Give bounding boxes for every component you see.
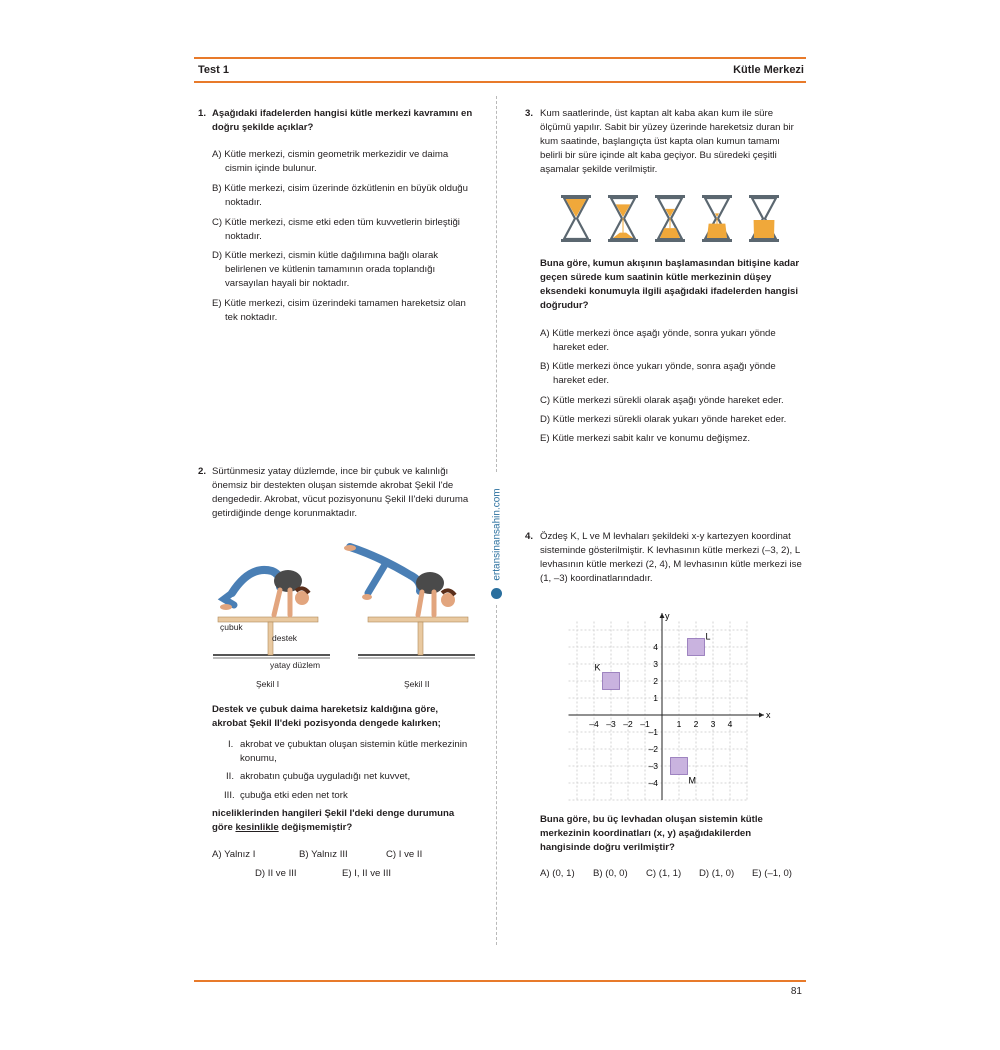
q2-option-e[interactable]: E) I, II ve III: [342, 868, 392, 879]
lower-sand: [707, 224, 727, 238]
y-tick-label: –4: [648, 778, 658, 788]
rod-label: çubuk: [220, 622, 243, 632]
column-divider-top: [496, 96, 497, 472]
q2-question-line2: [212, 821, 352, 835]
q1-number: 1.: [198, 108, 207, 119]
footer-rule: [194, 980, 806, 982]
y-axis-arrow: [660, 613, 665, 618]
q2-lead: Destek ve çubuk daima hareketsiz kaldığına göre,: [212, 704, 439, 715]
header-top-rule: [194, 57, 806, 59]
q2-item-ii-num: II.: [226, 771, 234, 782]
q2-number: 2.: [198, 466, 207, 477]
q4-option-c[interactable]: C) (1, 1): [646, 868, 682, 879]
q2-item-ii: akrobatın çubuğa uyguladığı net kuvvet,: [240, 771, 411, 782]
plate-label-L: L: [705, 631, 711, 642]
q2-question-pre: göre: [212, 822, 236, 833]
topic-title: Kütle Merkezi: [733, 64, 804, 76]
x-axis-arrow: [759, 713, 764, 718]
q2-stem-line: Sürtünmesiz yatay düzlemde, ince bir çubuk ve kalınlığı: [212, 466, 449, 477]
q1-stem-line: Aşağıdaki ifadelerden hangisi kütle merkezi kavramını en: [212, 108, 473, 119]
q2-stem-line: getirdiğinde denge korunmaktadır.: [212, 508, 358, 519]
q3-option-a[interactable]: A) Kütle merkezi önce aşağı yönde, sonra yukarı yönde: [540, 328, 776, 339]
q2-question-emphasis: kesinlikle: [235, 822, 279, 833]
q3-option-c[interactable]: C) Kütle merkezi sürekli olarak aşağı yönde hareket eder.: [540, 395, 784, 406]
hourglass-icon: [561, 195, 591, 242]
test-label: Test 1: [198, 64, 229, 76]
x-tick-label: 2: [693, 719, 699, 729]
q4-stem-line: Özdeş K, L ve M levhaları şekildeki x-y kartezyen koordinat: [540, 531, 791, 542]
x-tick-label: –4: [589, 719, 599, 729]
q4-stem-line: (1, –3) koordinatlarındadır.: [540, 573, 653, 584]
q2-stem-line: önemsiz bir destekten oluşan sistemde akrobat Şekil I'de: [212, 480, 454, 491]
q1-option-a[interactable]: A) Kütle merkezi, cismin geometrik merkezidir ve daima: [212, 149, 449, 160]
q4-option-b[interactable]: B) (0, 0): [593, 868, 628, 879]
q3-option-e[interactable]: E) Kütle merkezi sabit kalır ve konumu değişmez.: [540, 433, 751, 444]
coordinate-graph: [560, 600, 780, 805]
q1-option-e-cont: tek noktadır.: [225, 312, 278, 323]
q3-option-b[interactable]: B) Kütle merkezi önce yukarı yönde, sonra aşağı yönde: [540, 361, 776, 372]
q4-option-a[interactable]: A) (0, 1): [540, 868, 575, 879]
q3-question: geçen sürede kum saatinin kütle merkezinin düşey: [540, 272, 772, 283]
q4-number: 4.: [525, 531, 534, 542]
support-2: [418, 622, 423, 655]
plate-K: [603, 673, 620, 690]
acrobat-2: [344, 545, 455, 615]
q4-question: hangisinde doğru verilmiştir?: [540, 842, 675, 853]
figure-1-caption: Şekil I: [256, 679, 280, 689]
y-tick-label: 1: [653, 693, 658, 703]
q2-option-d[interactable]: D) II ve III: [255, 868, 297, 879]
hourglass-sequence: [555, 193, 795, 245]
page-number: 81: [790, 986, 802, 997]
q2-question-post: değişmemiştir?: [278, 822, 353, 833]
q1-option-c[interactable]: C) Kütle merkezi, cisme etki eden tüm kuvvetlerin birleştiği: [212, 217, 460, 228]
y-tick-label: 4: [653, 642, 658, 652]
q1-option-e[interactable]: E) Kütle merkezi, cisim üzerindeki tamamen hareketsiz olan: [212, 298, 466, 309]
y-tick-label: 3: [653, 659, 658, 669]
q4-stem-line: sisteminde gösterilmiştir. K levhasının kütle merkezi (–3, 2), L: [540, 545, 801, 556]
q3-stem-line: Kum saatlerinde, üst kaptan alt kaba akan kum ile süre: [540, 108, 774, 119]
q3-question: Buna göre, kumun akışının başlamasından bitişine kadar: [540, 258, 800, 269]
q1-stem-line: doğru şekilde açıklar?: [212, 122, 314, 133]
q3-stem-line: kum saatinde, başlangıçta üst kapta olan kumun tamamı: [540, 136, 780, 147]
q3-stem-line: aşamalar şekilde verilmiştir.: [540, 164, 658, 175]
q4-option-e[interactable]: E) (–1, 0): [752, 868, 792, 879]
q2-stem-line: dengededir. Akrobat, vücut pozisyonunu Şekil II'deki duruma: [212, 494, 469, 505]
q2-lead: akrobat Şekil II'deki pozisyonda dengede kalırken;: [212, 718, 441, 729]
q3-question: doğrudur?: [540, 300, 589, 311]
q2-acrobat-figure: [210, 535, 480, 695]
header-bottom-rule: [194, 81, 806, 83]
q2-item-iii: çubuğa etki eden net tork: [240, 790, 348, 801]
q4-question: merkezinin koordinatları (x, y) aşağıdakilerden: [540, 828, 752, 839]
acrobat-1: [220, 570, 309, 615]
y-tick-label: –3: [648, 761, 658, 771]
hourglass-icon: [702, 195, 732, 242]
q2-item-iii-num: III.: [224, 790, 235, 801]
x-tick-label: –2: [623, 719, 633, 729]
plate-label-K: K: [594, 662, 601, 673]
watermark-text: ertansinansahin.com: [491, 488, 503, 581]
y-axis-label: y: [665, 611, 670, 621]
hourglass-icon: [749, 195, 779, 242]
plate-label-M: M: [688, 775, 696, 786]
q1-option-d[interactable]: D) Kütle merkezi, cismin kütle dağılımına bağlı olarak: [212, 250, 439, 261]
q3-number: 3.: [525, 108, 534, 119]
y-tick-label: 2: [653, 676, 658, 686]
hourglass-icon: [655, 195, 685, 242]
q2-item-i: akrobat ve çubuktan oluşan sistemin kütle merkezinin: [240, 739, 468, 750]
x-tick-label: –1: [640, 719, 650, 729]
q3-option-b-cont: hareket eder.: [553, 375, 610, 386]
x-tick-label: 3: [710, 719, 716, 729]
watermark: [490, 474, 504, 602]
y-tick-label: –2: [648, 744, 658, 754]
plate-L: [688, 639, 705, 656]
q1-option-c-cont: noktadır.: [225, 231, 262, 242]
lower-sand: [754, 220, 775, 238]
support-label: destek: [272, 633, 298, 643]
q4-stem-line: levhasının kütle merkezi (2, 4), M levhasının kütle merkezi ise: [540, 559, 802, 570]
q4-option-d[interactable]: D) (1, 0): [699, 868, 735, 879]
x-tick-label: –3: [606, 719, 616, 729]
q3-stem-line: belirli bir süre içinde alt kaba geçiyor. Bu süredeki çeşitli: [540, 150, 777, 161]
y-tick-label: –1: [648, 727, 658, 737]
q1-option-d-cont: belirlenen ve kütlenin tamamının orada toplandığı: [225, 264, 436, 275]
q1-option-b-cont: noktadır.: [225, 197, 262, 208]
q2-option-b[interactable]: B) Yalnız III: [299, 849, 348, 860]
q3-stem-line: ölçümü yapılır. Sabit bir yüzey üzerinde hareketsiz duran bir: [540, 122, 794, 133]
q2-option-c[interactable]: C) I ve II: [386, 849, 423, 860]
rod-2: [368, 617, 468, 622]
q1-option-d-cont: varsayılan hayali bir noktadır.: [225, 278, 350, 289]
column-divider-bottom: [496, 605, 497, 945]
q2-item-i-num: I.: [228, 739, 234, 750]
q3-option-a-cont: hareket eder.: [553, 342, 610, 353]
q3-option-d[interactable]: D) Kütle merkezi sürekli olarak yukarı yönde hareket eder.: [540, 414, 787, 425]
x-axis-label: x: [766, 710, 771, 720]
plate-M: [671, 758, 688, 775]
hourglass-icon: [608, 195, 638, 242]
watermark-logo-icon: [491, 588, 502, 599]
q3-question: eksendeki konumuyla ilgili aşağıdaki ifadelerden hangisi: [540, 286, 799, 297]
q1-option-a-cont: cismin içinde bulunur.: [225, 163, 317, 174]
q2-option-a[interactable]: A) Yalnız I: [212, 849, 256, 860]
q1-option-b[interactable]: B) Kütle merkezi, cisim üzerinde özkütlenin en büyük olduğu: [212, 183, 468, 194]
ground-label: yatay düzlem: [270, 660, 321, 670]
q4-question: Buna göre, bu üç levhadan oluşan sistemin kütle: [540, 814, 763, 825]
x-tick-label: 1: [676, 719, 682, 729]
q2-question: niceliklerinden hangileri Şekil I'deki denge durumuna: [212, 808, 455, 819]
q2-item-i-cont: konumu,: [240, 753, 277, 764]
figure-2-caption: Şekil II: [404, 679, 430, 689]
x-tick-label: 4: [727, 719, 733, 729]
